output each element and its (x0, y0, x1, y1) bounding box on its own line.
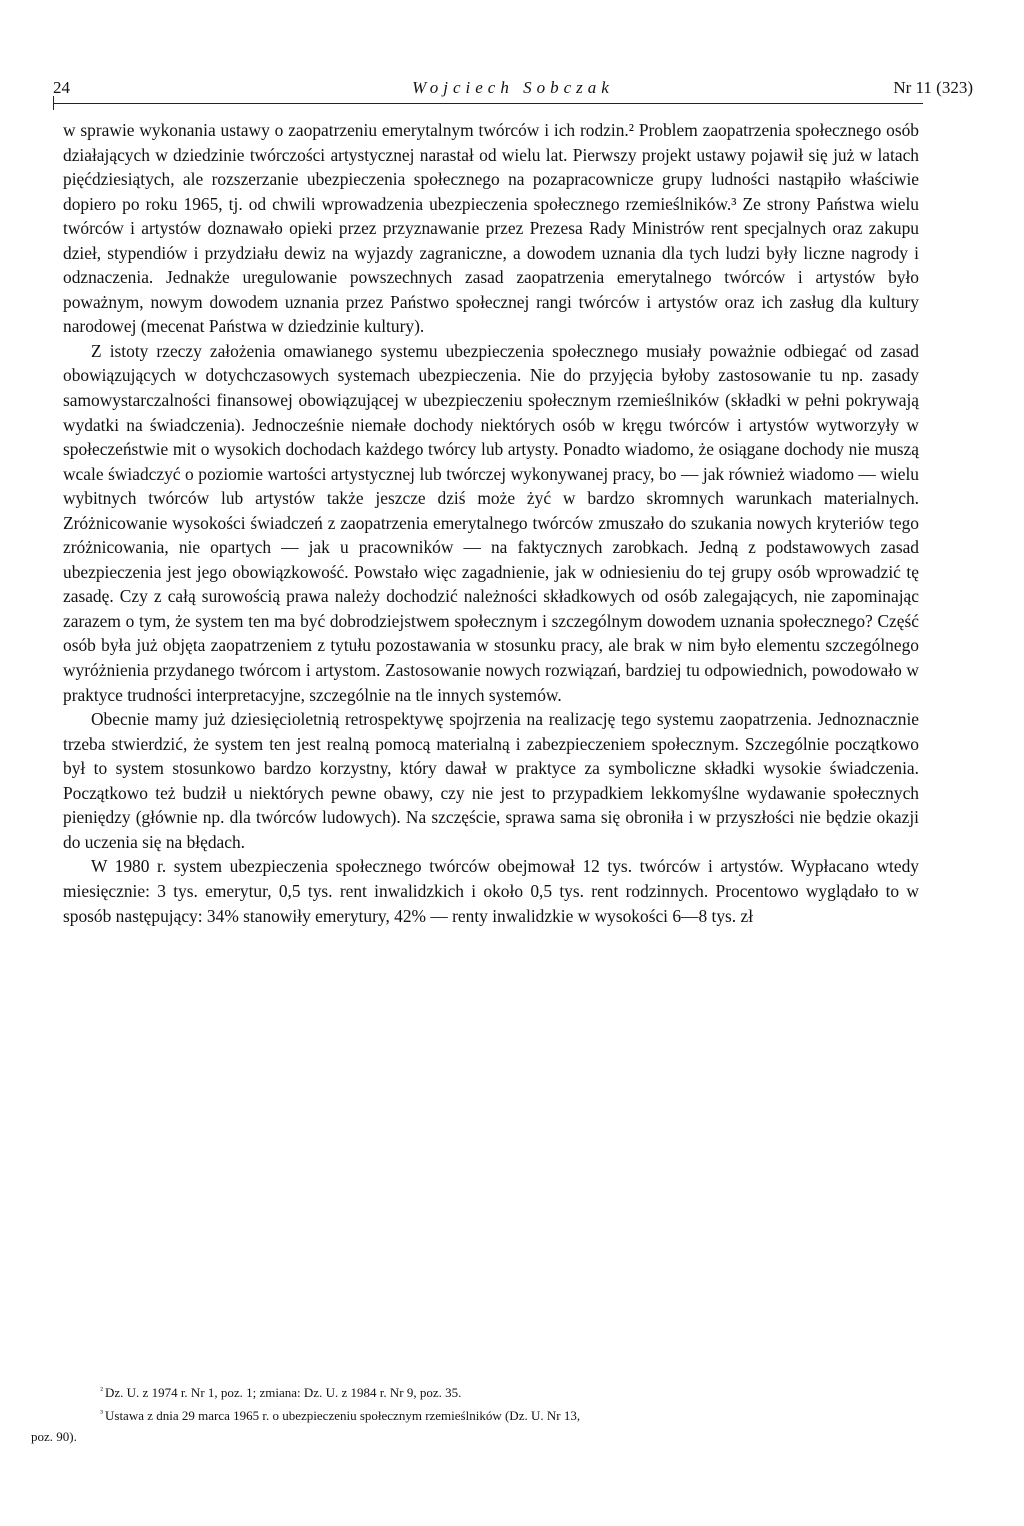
footnote-mark: ² (100, 1385, 103, 1395)
header-rule (53, 103, 923, 104)
footnotes (31, 1380, 933, 1447)
footnote-continuation (31, 1426, 933, 1447)
issue-number: Nr 11 (323) (893, 78, 973, 97)
header-rule-tick (53, 96, 54, 110)
footnote-text: poz. 90). (31, 1429, 77, 1444)
page-number: 24 (53, 78, 70, 97)
running-author: Wojciech Sobczak (412, 78, 614, 97)
footnote (63, 1380, 933, 1403)
paragraph: w sprawie wykonania ustawy o zaopatrzeniu emerytalnym twórców i ich rodzin.² Problem zaopatrzenia społecznego osób działających w dziedzinie twórczości artystycznej narastał od wielu lat. Pierwszy projekt ustawy pojawił się już w latach pięćdziesiątych, ale rozszerzanie ubezpieczenia społecznego na pozapracownicze grupy ludności nastąpiło właściwie dopiero po roku 1965, tj. od chwili wprowadzenia ubezpieczenia społecznego rzemieślników.³ Ze strony Państwa wielu twórców i artystów doznawało opieki przez przyznawanie przez Prezesa Rady Ministrów rent specjalnych oraz zakupu dzieł, stypendiów i przydziału dewiz na wyjazdy zagraniczne, a dowodem uznania dla tych ludzi były liczne nagrody i odznaczenia. Jednakże uregulowanie powszechnych zasad zaopatrzenia emerytalnego twórców i artystów było poważnym, nowym dowodem uznania przez Państwo społecznej rangi twórców i artystów oraz ich zasług dla kultury narodowej (mecenat Państwa w dziedzinie kultury). (63, 120, 919, 337)
footnote-text: Ustawa z dnia 29 marca 1965 r. o ubezpieczeniu społecznym rzemieślników (Dz. U. Nr 13, (105, 1408, 581, 1423)
paragraph: Z istoty rzeczy założenia omawianego systemu ubezpieczenia społecznego musiały poważnie odbiegać od zasad obowiązujących w dotychczasowych systemach ubezpieczenia. Nie do przyjęcia byłoby zastosowanie tu np. zasady samowystarczalności finansowej obowiązującej w ubezpieczeniu społecznym rzemieślników (składki w pełni pokrywają wydatki na świadczenia). Jednocześnie niemałe dochody niektórych osób w kręgu twórców i artystów wytworzyły w społeczeństwie mit o wysokich dochodach każdego twórcy lub artysty. Ponadto wiadomo, że osiągane dochody nie muszą wcale świadczyć o poziomie wartości artystycznej lub twórczej wykonywanej pracy, bo — jak również wiadomo — wielu wybitnych twórców lub artystów także jeszcze dziś może żyć w bardzo skromnych warunkach materialnych. Zróżnicowanie wysokości świadczeń z zaopatrzenia emerytalnego twórców zmuszało do szukania nowych kryteriów tego zróżnicowania, nie opartych — jak u pracowników — na faktycznych zarobkach. Jedną z podstawowych zasad ubezpieczenia jest jego obowiązkowość. Powstało więc zagadnienie, jak w odniesieniu do tej grupy osób wprowadzić tę zasadę. Czy z całą surowością prawa należy dochodzić należności składkowych od osób zalegających, nie zapominając zarazem o tym, że system ten ma być dobrodziejstwem społecznym i szczególnym dowodem uznania społecznego? Część osób była już objęta zaopatrzeniem z tytułu pozostawania w stosunku pracy, ale brak w nim było elementu szczególnego wyróżnienia przydanego twórcom i artystom. Zastosowanie nowych rozwiązań, bardziej tu odpowiednich, powodowało w praktyce trudności interpretacyjne, szczególnie na tle innych systemów. (63, 340, 919, 705)
footnote (63, 1403, 933, 1426)
paragraph: Obecnie mamy już dziesięcioletnią retrospektywę spojrzenia na realizację tego systemu zaopatrzenia. Jednoznacznie trzeba stwierdzić, że system ten jest realną pomocą materialną i zabezpieczeniem społecznym. Szczególnie początkowo był to system stosunkowo bardzo korzystny, który dawał w praktyce za symboliczne składki wysokie świadczenia. Początkowo też budził u niektórych pewne obawy, czy nie jest to przypadkiem lekkomyślne wydawanie społecznych pieniędzy (głównie np. dla twórców ludowych). Na szczęście, sprawa sama się obroniła i w przyszłości nie będzie okazji do uczenia się na błędach. (63, 709, 919, 852)
paragraph: W 1980 r. system ubezpieczenia społecznego twórców obejmował 12 tys. twórców i artystów. Wypłacano wtedy miesięcznie: 3 tys. emerytur, 0,5 tys. rent inwalidzkich i około 0,5 tys. rent rodzinnych. Procentowo wyglądało to w sposób następujący: 34% stanowiły emerytury, 42% — renty inwalidzkie w wysokości 6—8 tys. zł (63, 856, 919, 926)
main-text (63, 118, 919, 928)
footnote-text: Dz. U. z 1974 r. Nr 1, poz. 1; zmiana: Dz. U. z 1984 r. Nr 9, poz. 35. (105, 1385, 462, 1400)
footnote-mark: ³ (100, 1408, 103, 1418)
running-header (53, 78, 973, 100)
